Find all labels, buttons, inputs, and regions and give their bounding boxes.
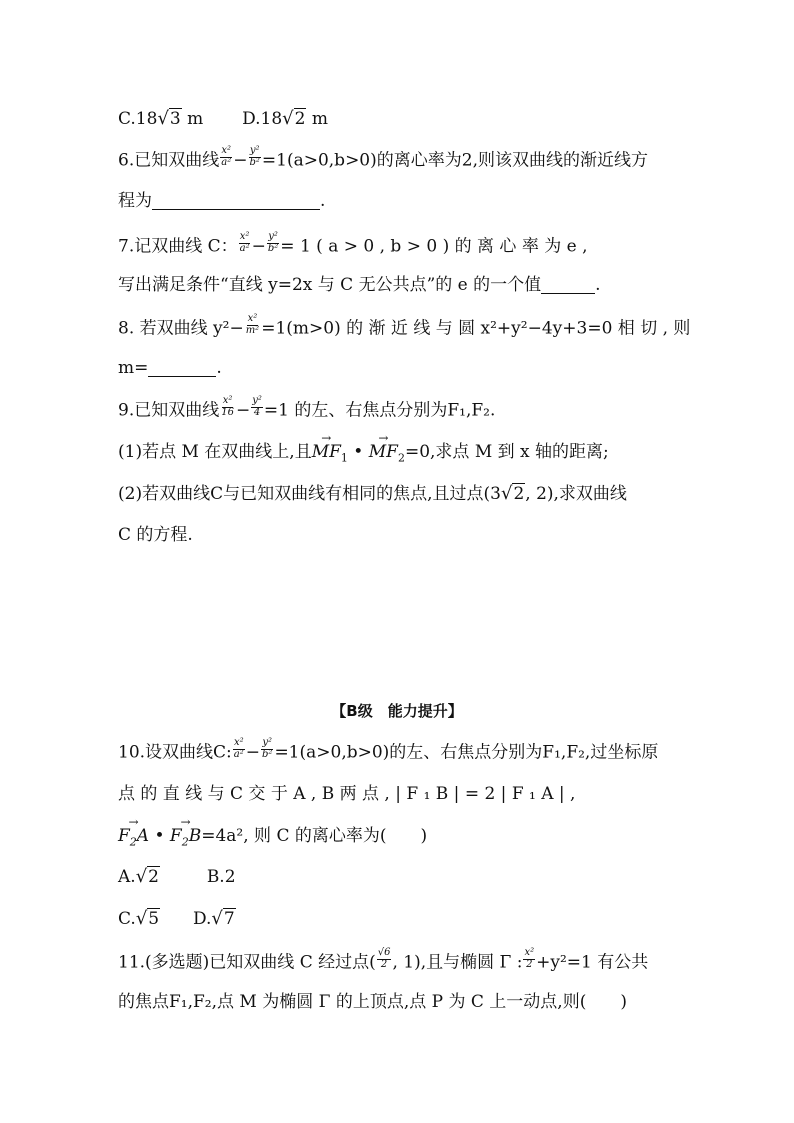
question-9-part-2-cont: C 的方程. [118, 525, 193, 545]
question-8-line-1: 8. 若双曲线 y²− $\frac{\text{x²}}{\text{m²}}$ =1(m>0) 的 渐 近 线 与 圆 x²+y²−4y+3=0 相 切 , 则 [118, 313, 691, 339]
fraction: $\frac{\text{y²}}{\text{b²}}$ [262, 737, 273, 760]
fraction: $\frac{\text{x²}}{\text{a²}}$ [233, 737, 244, 760]
option-b[interactable]: B.2 [206, 867, 236, 887]
sqrt-symbol: √2 [500, 483, 525, 504]
question-10-line-2: 点 的 直 线 与 C 交 于 A , B 两 点 , | F ₁ B | = 2 | F ₁ A | , [118, 784, 576, 804]
option-c[interactable]: C.√5 [118, 908, 160, 929]
vector: → MF [369, 444, 398, 461]
sqrt-symbol: √3 [157, 108, 181, 129]
question-6-line-2: 程为 . [118, 191, 326, 211]
vector: → MF [312, 444, 341, 461]
section-title: 【B级 能力提升】 [331, 702, 463, 720]
question-10-line-1: 10.设双曲线C: $\frac{\text{x²}}{\text{a²}}$ − $\frac{\text{y²}}{\text{b²}}$ =1(a>0,b>0)的左、右焦点分别为F₁,F₂,过坐标原 [118, 737, 659, 763]
answer-blank[interactable] [541, 277, 595, 294]
vector: → $F_2B$ [170, 828, 201, 847]
sqrt-symbol: √2 [135, 866, 159, 887]
question-11-line-1: 11.(多选题)已知双曲线 C 经过点( $\frac{√6}{2}$ , 1),且与椭圆 Γ : $\frac{\text{x²}}{2}$ +y²=1 有公共 [118, 947, 649, 973]
sqrt-symbol: √7 [211, 908, 235, 929]
vector: → $F_2A$ [118, 828, 149, 847]
question-11-line-2: 的焦点F₁,F₂,点 M 为椭圆 Γ 的上顶点,点 P 为 C 上一动点,则( ) [118, 992, 627, 1012]
answer-blank[interactable] [148, 360, 216, 377]
fraction: $\frac{\text{y²}}{\text{b²}}$ [249, 145, 260, 168]
question-10-line-3: → $F_2A$ • → $F_2B=4a^2$, 则 C 的离心率为( ) [118, 828, 427, 847]
q5-options: C.18√3 m D.18√2 m [118, 108, 328, 129]
question-9-part-1: (1)若点 M 在双曲线上,且→ $MF_1$ • → $MF_2=0$,求点 M 到 x 轴的距离; [118, 444, 609, 463]
fraction: $\frac{\text{x²}}{2}$ [524, 947, 535, 970]
fraction: $\frac{\text{y²}}{4}$ [252, 395, 262, 418]
fraction: $\frac{\text{y²}}{\text{b²}}$ [267, 231, 279, 254]
question-9-part-2: (2)若双曲线C与已知双曲线有相同的焦点,且过点(3√2, 2),求双曲线 [118, 483, 627, 504]
question-10-options-ab [118, 868, 236, 886]
question-8-line-2: m= . [118, 358, 222, 378]
question-10-options-cd [118, 910, 236, 928]
question-7-line-2: 写出满足条件“直线 y=2x 与 C 无公共点”的 e 的一个值 . [118, 275, 601, 295]
sqrt-symbol: √5 [135, 908, 160, 929]
question-7-line-1: 7.记双曲线 C： $\frac{\text{x²}}{\text{a²}}$ − $\frac{\text{y²}}{\text{b²}}$ = 1 ( a > 0 , b > 0 ) 的 离 心 率 为 e , [118, 231, 588, 257]
answer-blank[interactable] [152, 193, 320, 210]
fraction: $\frac{\text{x²}}{\text{m²}}$ [245, 313, 260, 336]
fraction: $\frac{√6}{2}$ [377, 947, 391, 970]
sqrt-symbol: √2 [282, 108, 306, 129]
option-a[interactable]: A.√2 [118, 866, 159, 887]
option-d[interactable]: D.√7 [192, 908, 235, 929]
question-9-stem: 9.已知双曲线 $\frac{\text{x²}}{16}$ − $\frac{\text{y²}}{4}$ =1 的左、右焦点分别为F₁,F₂. [118, 395, 496, 421]
fraction: $\frac{\text{x²}}{\text{a²}}$ [239, 231, 250, 254]
question-6-line-1: 6.已知双曲线 $\frac{\text{x²}}{\text{a²}}$ − $\frac{\text{y²}}{\text{b²}}$ =1(a>0,b>0)的离心率为2,则该双曲线的渐近线方 [118, 145, 648, 171]
fraction: $\frac{\text{x²}}{\text{a²}}$ [221, 145, 232, 168]
fraction: $\frac{\text{x²}}{16}$ [221, 395, 234, 418]
